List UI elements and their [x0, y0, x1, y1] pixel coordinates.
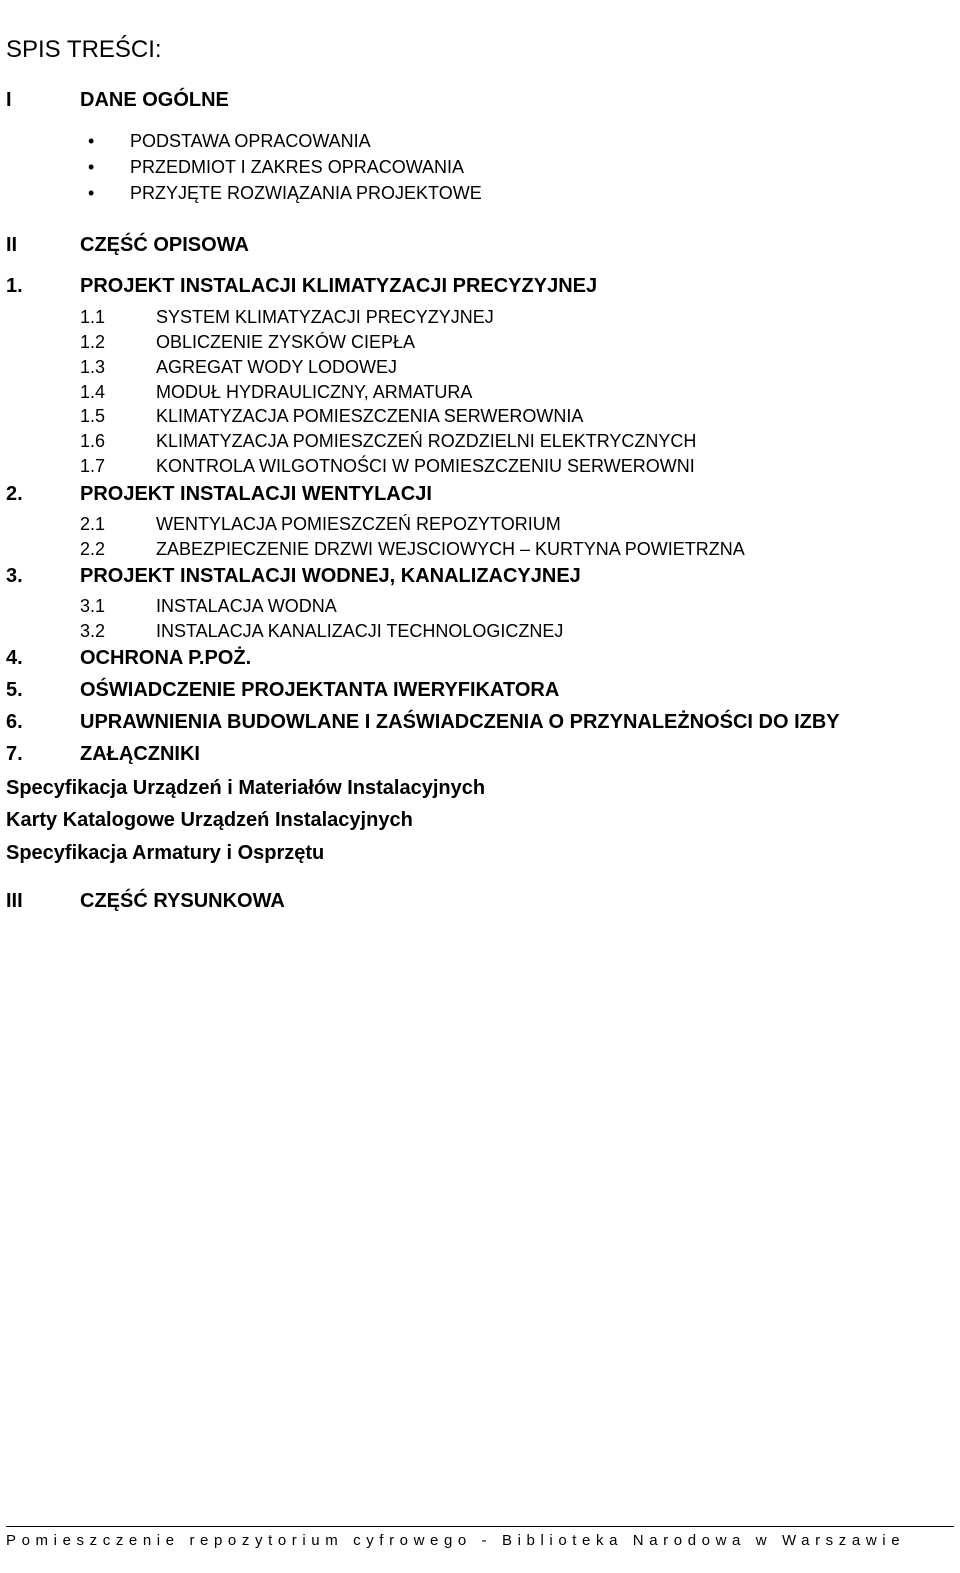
subsection-label: AGREGAT WODY LODOWEJ — [156, 357, 398, 377]
chapter-label: PROJEKT INSTALACJI WODNEJ, KANALIZACYJNEJ — [80, 565, 581, 587]
subsection-number: 1.1 — [80, 307, 106, 327]
bullet-item: PODSTAWA OPRACOWANIA — [130, 131, 371, 151]
subsection-label: KLIMATYZACJA POMIESZCZEŃ ROZDZIELNI ELEKTRYCZNYCH — [156, 431, 697, 451]
attachment-item: Specyfikacja Urządzeń i Materiałów Instalacyjnych — [6, 777, 486, 799]
subsection-label: OBLICZENIE ZYSKÓW CIEPŁA — [156, 332, 416, 352]
chapter-number: 2. — [6, 483, 23, 505]
chapter-label: OŚWIADCZENIE PROJEKTANTA IWERYFIKATORA — [80, 679, 560, 701]
subsection-number: 3.1 — [80, 596, 106, 616]
chapter-number: 6. — [6, 711, 23, 733]
subsection-label: KLIMATYZACJA POMIESZCZENIA SERWEROWNIA — [156, 406, 584, 426]
attachment-item: Karty Katalogowe Urządzeń Instalacyjnych — [6, 809, 413, 831]
subsection-label: INSTALACJA WODNA — [156, 596, 337, 616]
chapter-number: 1. — [6, 275, 23, 297]
chapter-number: 5. — [6, 679, 23, 701]
subsection-label: SYSTEM KLIMATYZACJI PRECYZYJNEJ — [156, 307, 494, 327]
section-label-czesc-opisowa: CZĘŚĆ OPISOWA — [80, 234, 249, 256]
section-number: II — [6, 234, 18, 256]
subsection-label: ZABEZPIECZENIE DRZWI WEJSCIOWYCH – KURTYNA POWIETRZNA — [156, 539, 745, 559]
section-number: III — [6, 890, 23, 912]
attachment-item: Specyfikacja Armatury i Osprzętu — [6, 842, 325, 864]
section-number: I — [6, 89, 12, 111]
page-footer: Pomieszczenie repozytorium cyfrowego - Biblioteka Narodowa w Warszawie — [6, 1532, 906, 1549]
chapter-label: OCHRONA P.POŻ. — [80, 647, 252, 669]
subsection-number: 2.1 — [80, 514, 106, 534]
bullet-icon: • — [88, 157, 95, 177]
section-label-dane-ogolne: DANE OGÓLNE — [80, 89, 229, 111]
page-title: SPIS TREŚCI: — [6, 36, 162, 63]
subsection-number: 1.4 — [80, 382, 106, 402]
bullet-icon: • — [88, 131, 95, 151]
subsection-label: INSTALACJA KANALIZACJI TECHNOLOGICZNEJ — [156, 621, 564, 641]
chapter-label: PROJEKT INSTALACJI KLIMATYZACJI PRECYZYJNEJ — [80, 275, 598, 297]
subsection-number: 1.6 — [80, 431, 106, 451]
subsection-number: 1.5 — [80, 406, 106, 426]
subsection-label: MODUŁ HYDRAULICZNY, ARMATURA — [156, 382, 473, 402]
chapter-number: 4. — [6, 647, 23, 669]
chapter-number: 3. — [6, 565, 23, 587]
bullet-icon: • — [88, 183, 95, 203]
subsection-number: 3.2 — [80, 621, 106, 641]
chapter-label: ZAŁĄCZNIKI — [80, 743, 200, 765]
chapter-label: UPRAWNIENIA BUDOWLANE I ZAŚWIADCZENIA O PRZYNALEŻNOŚCI DO IZBY — [80, 711, 840, 733]
subsection-number: 1.7 — [80, 456, 106, 476]
subsection-number: 1.3 — [80, 357, 106, 377]
subsection-number: 2.2 — [80, 539, 106, 559]
footer-divider — [6, 1526, 954, 1527]
chapter-label: PROJEKT INSTALACJI WENTYLACJI — [80, 483, 432, 505]
bullet-item: PRZYJĘTE ROZWIĄZANIA PROJEKTOWE — [130, 183, 482, 203]
subsection-label: WENTYLACJA POMIESZCZEŃ REPOZYTORIUM — [156, 514, 561, 534]
subsection-label: KONTROLA WILGOTNOŚCI W POMIESZCZENIU SERWEROWNI — [156, 456, 695, 476]
subsection-number: 1.2 — [80, 332, 106, 352]
bullet-item: PRZEDMIOT I ZAKRES OPRACOWANIA — [130, 157, 465, 177]
section-label-czesc-rysunkowa: CZĘŚĆ RYSUNKOWA — [80, 890, 285, 912]
chapter-number: 7. — [6, 743, 23, 765]
